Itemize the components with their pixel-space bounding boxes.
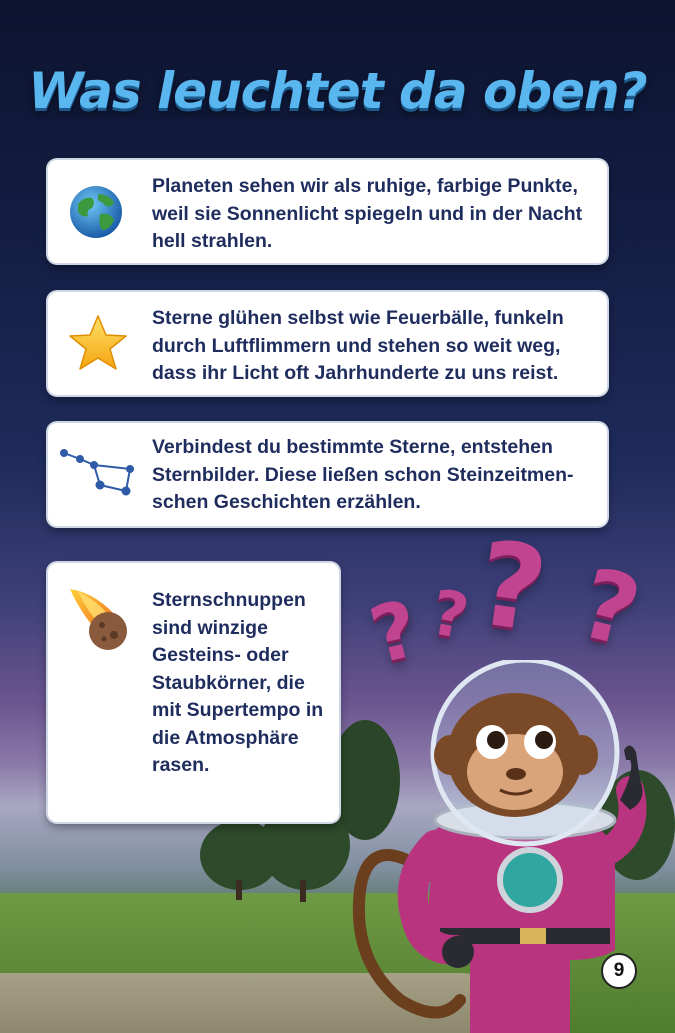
info-card-constellations <box>48 423 607 526</box>
info-card-shooting-stars <box>48 563 339 822</box>
card-text: Sternschnuppen sind winzige Gesteins- oder Staubkörner, die mit Supertempo in die Atmosphäre rasen. <box>152 589 324 776</box>
question-mark-icon: ? <box>468 515 555 660</box>
meteor-icon <box>68 587 132 657</box>
card-text: Planeten sehen wir als ruhige, farbige Punkte, weil sie Sonnenlicht spiegeln und in der Nacht hell strahlen. <box>152 175 583 252</box>
page-number-badge: 9 <box>601 953 637 989</box>
info-card-stars <box>48 292 607 395</box>
page-title: Was leuchtet da oben? <box>28 62 647 120</box>
card-text: Verbindest du bestimmte Sterne, entstehen Sternbilder. Diese ließen schon Steinzeitmen-schen Geschichten erzählen. <box>152 436 574 513</box>
info-card-planets <box>48 160 607 263</box>
constellation-icon <box>60 445 136 505</box>
question-mark-icon: ? <box>569 546 651 670</box>
question-mark-icon: ? <box>361 583 428 683</box>
earth-globe-icon <box>68 184 124 244</box>
star-icon <box>68 314 128 376</box>
card-text: Sterne glühen selbst wie Feuerbälle, funkeln durch Luftflimmern und stehen so weit weg, dass ihr Licht oft Jahrhunderte zu uns reist. <box>152 307 564 384</box>
question-mark-icon: ? <box>425 575 475 654</box>
